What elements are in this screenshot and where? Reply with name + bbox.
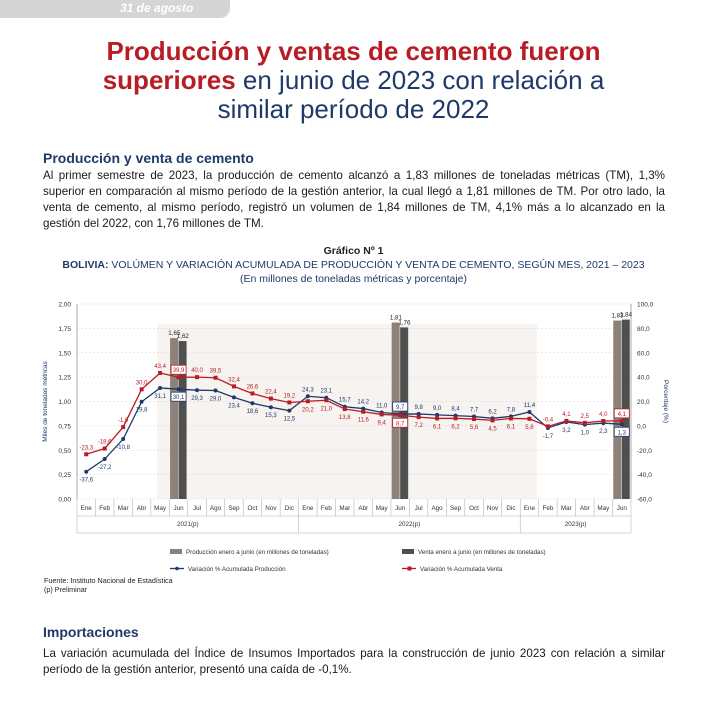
title-part4: similar período de 2022 bbox=[217, 94, 490, 124]
right-tick-label: 100,0 bbox=[637, 301, 654, 309]
bar-value-label: 1,84 bbox=[619, 311, 633, 319]
production-value-label: 15,3 bbox=[265, 413, 277, 420]
category-label: Abr bbox=[579, 505, 590, 512]
sales-value-label: 40,0 bbox=[191, 368, 203, 375]
sales-value-label: 4,1 bbox=[562, 411, 571, 418]
legend-label: Variación % Acumulada Producción bbox=[188, 566, 286, 573]
production-value-label: -37,6 bbox=[79, 477, 94, 484]
production-value-label: 29,0 bbox=[209, 396, 222, 403]
production-value-label: 2,3 bbox=[599, 429, 608, 436]
left-tick-label: 0,50 bbox=[58, 447, 71, 455]
sales-value-label: 20,2 bbox=[301, 407, 314, 414]
year-label: 2022(p) bbox=[398, 521, 421, 528]
left-axis-title: Miles de toneladas métricas bbox=[42, 361, 49, 442]
sales-point bbox=[509, 416, 513, 420]
sales-value-label: 7,2 bbox=[414, 423, 423, 430]
page-title bbox=[20, 37, 687, 124]
category-label: Jun bbox=[616, 505, 627, 512]
bar bbox=[179, 341, 187, 499]
right-tick-label: -20,0 bbox=[637, 447, 652, 455]
figure-number bbox=[40, 245, 667, 257]
production-value-label: 1,0 bbox=[580, 430, 590, 437]
production-value-label: 11,4 bbox=[523, 402, 536, 409]
right-tick-label: -40,0 bbox=[637, 472, 652, 480]
production-point bbox=[232, 395, 236, 399]
production-value-label: -1,7 bbox=[542, 433, 554, 440]
legend-marker bbox=[408, 567, 412, 571]
left-tick-label: 0,25 bbox=[58, 472, 71, 480]
figure-number-text: Gráfico Nº 1 bbox=[323, 245, 384, 257]
category-label: Feb bbox=[542, 505, 554, 512]
sales-value-label: 30,0 bbox=[135, 380, 148, 387]
sales-point bbox=[177, 375, 181, 379]
year-label: 2023(p) bbox=[564, 521, 587, 528]
sales-value-label: -0,4 bbox=[542, 417, 554, 424]
left-tick-label: 1,50 bbox=[58, 350, 71, 358]
right-tick-label: 20,0 bbox=[637, 399, 650, 406]
sales-point bbox=[435, 416, 439, 420]
category-label: Abr bbox=[358, 505, 369, 512]
right-tick-label: 40,0 bbox=[637, 374, 650, 382]
production-point bbox=[620, 422, 624, 426]
sales-point bbox=[232, 384, 236, 388]
sales-point bbox=[195, 375, 199, 379]
bar-value-label: 1,81 bbox=[389, 314, 402, 322]
sales-point bbox=[398, 413, 402, 417]
production-point bbox=[121, 437, 125, 441]
category-label: Oct bbox=[469, 505, 479, 512]
production-value-label: 29,3 bbox=[191, 396, 203, 403]
sales-point bbox=[306, 399, 310, 403]
production-point bbox=[84, 470, 88, 474]
sales-value-label: 39,9 bbox=[172, 368, 185, 375]
sales-value-label: 5,8 bbox=[525, 424, 534, 431]
sales-value-label: 5,6 bbox=[469, 425, 479, 432]
sales-point bbox=[583, 421, 587, 425]
production-point bbox=[250, 401, 254, 405]
category-label: Mar bbox=[560, 505, 572, 512]
left-tick-label: 0,00 bbox=[58, 496, 71, 504]
sales-value-label: 22,4 bbox=[265, 389, 277, 396]
category-label: Sep bbox=[449, 505, 462, 512]
production-value-label: 19,8 bbox=[135, 407, 148, 414]
category-label: May bbox=[375, 505, 388, 512]
production-value-label: 9,0 bbox=[432, 405, 442, 412]
sales-point bbox=[250, 391, 254, 395]
sales-point bbox=[564, 419, 568, 423]
date-tab bbox=[0, 0, 230, 18]
category-label: Jul bbox=[193, 505, 202, 512]
legend-marker bbox=[175, 567, 179, 571]
cement-chart bbox=[0, 290, 707, 580]
sales-point bbox=[417, 415, 421, 419]
sales-value-label: 6,1 bbox=[432, 424, 442, 431]
section-text-imports: La variación acumulada del Índice de Insumos Importados para la construcción de junio 2023 con relación a similar período de la gestión anterior, presentó una caída de -0,1%. bbox=[43, 647, 665, 676]
sales-point bbox=[287, 400, 291, 404]
sales-point bbox=[454, 416, 458, 420]
production-value-label: 23,4 bbox=[228, 403, 240, 410]
category-label: Jun bbox=[173, 505, 184, 512]
legend-swatch-production-bar bbox=[170, 549, 182, 554]
category-label: Sep bbox=[228, 505, 240, 512]
production-point bbox=[306, 394, 310, 398]
right-tick-label: 60,0 bbox=[637, 350, 650, 358]
left-tick-label: 1,00 bbox=[58, 399, 71, 406]
right-tick-label: 0,0 bbox=[637, 423, 647, 431]
sales-value-label: 9,4 bbox=[377, 420, 386, 427]
bar-value-label: 1,76 bbox=[398, 319, 411, 327]
sales-point bbox=[491, 418, 495, 422]
production-value-label: 7,8 bbox=[506, 407, 516, 414]
category-label: Dic bbox=[284, 505, 294, 512]
left-tick-label: 1,25 bbox=[58, 374, 71, 382]
production-value-label: 3,2 bbox=[562, 427, 571, 434]
production-point bbox=[103, 457, 107, 461]
sales-value-label: -23,3 bbox=[79, 445, 94, 452]
production-value-label: 11,0 bbox=[376, 403, 388, 410]
category-label: Ago bbox=[431, 505, 443, 512]
sales-value-label: 11,6 bbox=[357, 417, 369, 424]
chart-photo-backdrop bbox=[157, 324, 537, 499]
sales-value-label: 8,7 bbox=[395, 421, 405, 428]
production-value-label: 31,1 bbox=[154, 393, 166, 400]
production-value-label: 9,7 bbox=[395, 405, 405, 412]
bar-value-label: 1,62 bbox=[176, 333, 189, 341]
sales-point bbox=[103, 447, 107, 451]
sales-value-label: 6,2 bbox=[451, 424, 460, 431]
production-value-label: -10,8 bbox=[116, 445, 131, 452]
category-label: Jun bbox=[395, 505, 406, 512]
production-point bbox=[269, 405, 273, 409]
legend-swatch-sales-bar bbox=[402, 549, 414, 554]
right-tick-label: -60,0 bbox=[637, 496, 652, 504]
bar-value-label: 1,65 bbox=[168, 330, 181, 338]
production-point bbox=[177, 387, 181, 391]
title-part1: Producción y ventas de cemento fueron bbox=[106, 36, 601, 66]
category-label: May bbox=[597, 505, 610, 512]
sales-value-label: -1,0 bbox=[117, 418, 129, 425]
sales-point bbox=[380, 412, 384, 416]
category-label: Feb bbox=[99, 505, 111, 512]
date-label: 31 de agosto bbox=[120, 1, 194, 15]
figure-unit: (En millones de toneladas métricas y porcentaje) bbox=[239, 273, 468, 285]
sales-point bbox=[527, 417, 531, 421]
sales-value-label: 4,0 bbox=[599, 412, 608, 418]
title-part2: superiores bbox=[102, 65, 236, 95]
sales-value-label: 13,8 bbox=[338, 415, 351, 422]
left-tick-label: 2,00 bbox=[58, 301, 71, 309]
bar-value-label: 1,83 bbox=[611, 312, 624, 320]
production-point bbox=[158, 386, 162, 390]
production-value-label: -27,2 bbox=[97, 465, 112, 472]
production-value-label: 1,3 bbox=[617, 430, 626, 437]
figure-subtitle-bold: BOLIVIA: bbox=[62, 259, 109, 271]
sales-value-label: 2,5 bbox=[580, 413, 590, 420]
title-part3: en junio de 2023 con relación a bbox=[235, 65, 605, 95]
section-heading-production: Producción y venta de cemento bbox=[43, 150, 254, 166]
category-label: Mar bbox=[339, 505, 351, 512]
sales-value-label: 32,4 bbox=[228, 377, 240, 384]
category-label: May bbox=[154, 505, 167, 512]
production-point bbox=[287, 409, 291, 413]
legend-label: Variación % Acumulada Venta bbox=[420, 566, 503, 573]
category-label: Feb bbox=[320, 505, 332, 512]
source-line: Fuente: Instituto Nacional de Estadística bbox=[44, 576, 173, 585]
production-value-label: 18,6 bbox=[246, 409, 259, 416]
year-label: 2021(p) bbox=[176, 521, 199, 528]
sales-point bbox=[84, 452, 88, 456]
sales-point bbox=[546, 424, 550, 428]
category-label: Nov bbox=[265, 505, 277, 512]
sales-value-label: 26,6 bbox=[246, 384, 259, 391]
production-point bbox=[527, 410, 531, 414]
sales-point bbox=[269, 397, 273, 401]
sales-point bbox=[214, 376, 218, 380]
sales-point bbox=[140, 387, 144, 391]
sales-value-label: 4,5 bbox=[488, 426, 497, 433]
preliminary-note: (p) Preliminar bbox=[44, 585, 88, 594]
category-label: Jul bbox=[414, 505, 423, 512]
production-point bbox=[435, 413, 439, 417]
production-value-label: 9,8 bbox=[414, 404, 423, 411]
category-label: Abr bbox=[136, 505, 147, 512]
production-point bbox=[214, 389, 218, 393]
production-point bbox=[195, 388, 199, 392]
production-value-label: 8,4 bbox=[451, 406, 460, 413]
production-point bbox=[140, 400, 144, 404]
production-value-label: 24,3 bbox=[301, 387, 314, 394]
figure-subtitle-text: VOLÚMEN Y VARIACIÓN ACUMULADA DE PRODUCCIÓN Y VENTA DE CEMENTO, SEGÚN MES, 2021 – 2023 bbox=[108, 259, 645, 271]
category-label: Oct bbox=[247, 505, 258, 512]
section-text-production: Al primer semestre de 2023, la producción de cemento alcanzó a 1,83 millones de toneladas métricas (TM), 1,3% superior en comparación al mismo período de la gestión anterior, la cual llegó a 1,81 millones de TM. Por otro lado, la venta de cemento, al mismo período, registró un volumen de 1,84 millones de TM, 4,1% más a lo alcanzado en la gestión del 2022, con 1,76 millones de TM. bbox=[43, 169, 665, 230]
category-label: Ene bbox=[302, 505, 314, 512]
bar bbox=[170, 338, 178, 499]
category-label: Mar bbox=[117, 505, 129, 512]
category-label: Dic bbox=[506, 505, 516, 512]
production-value-label: 14,2 bbox=[357, 399, 370, 406]
sales-point bbox=[158, 371, 162, 375]
sales-value-label: 43,4 bbox=[154, 363, 166, 370]
sales-point bbox=[472, 417, 476, 421]
production-value-label: 15,7 bbox=[338, 397, 351, 404]
sales-value-label: 39,5 bbox=[209, 368, 222, 375]
production-value-label: 23,1 bbox=[320, 388, 333, 395]
sales-value-label: 4,1 bbox=[617, 411, 626, 418]
right-tick-label: 80,0 bbox=[637, 325, 650, 333]
category-label: Ene bbox=[523, 505, 536, 512]
sales-value-label: 19,2 bbox=[283, 393, 296, 400]
sales-value-label: 21,0 bbox=[320, 406, 333, 413]
sales-value-label: 6,1 bbox=[506, 424, 516, 431]
sales-point bbox=[620, 419, 624, 423]
category-label: Nov bbox=[486, 505, 499, 512]
section-heading-imports: Importaciones bbox=[43, 624, 139, 640]
sales-point bbox=[361, 410, 365, 414]
production-value-label: 12,5 bbox=[283, 416, 296, 423]
sales-point bbox=[121, 425, 125, 429]
production-value-label: 7,7 bbox=[469, 407, 479, 414]
source-note bbox=[44, 576, 173, 594]
right-axis-title: Porcentaje (%) bbox=[662, 380, 669, 423]
sales-value-label: -18,6 bbox=[97, 439, 112, 446]
figure-subtitle bbox=[40, 259, 667, 271]
production-value-label: 6,2 bbox=[488, 409, 497, 416]
production-value-label: 30,1 bbox=[172, 395, 185, 402]
sales-point bbox=[324, 398, 328, 402]
legend-label: Producción enero a junio (en millones de toneladas) bbox=[186, 549, 329, 556]
legend-label: Venta enero a junio (en millones de toneladas) bbox=[418, 549, 546, 556]
sales-point bbox=[343, 407, 347, 411]
sales-point bbox=[601, 419, 605, 423]
category-label: Ago bbox=[209, 505, 222, 512]
category-label: Ene bbox=[80, 505, 92, 512]
left-tick-label: 1,75 bbox=[58, 325, 71, 333]
left-tick-label: 0,75 bbox=[58, 423, 71, 431]
